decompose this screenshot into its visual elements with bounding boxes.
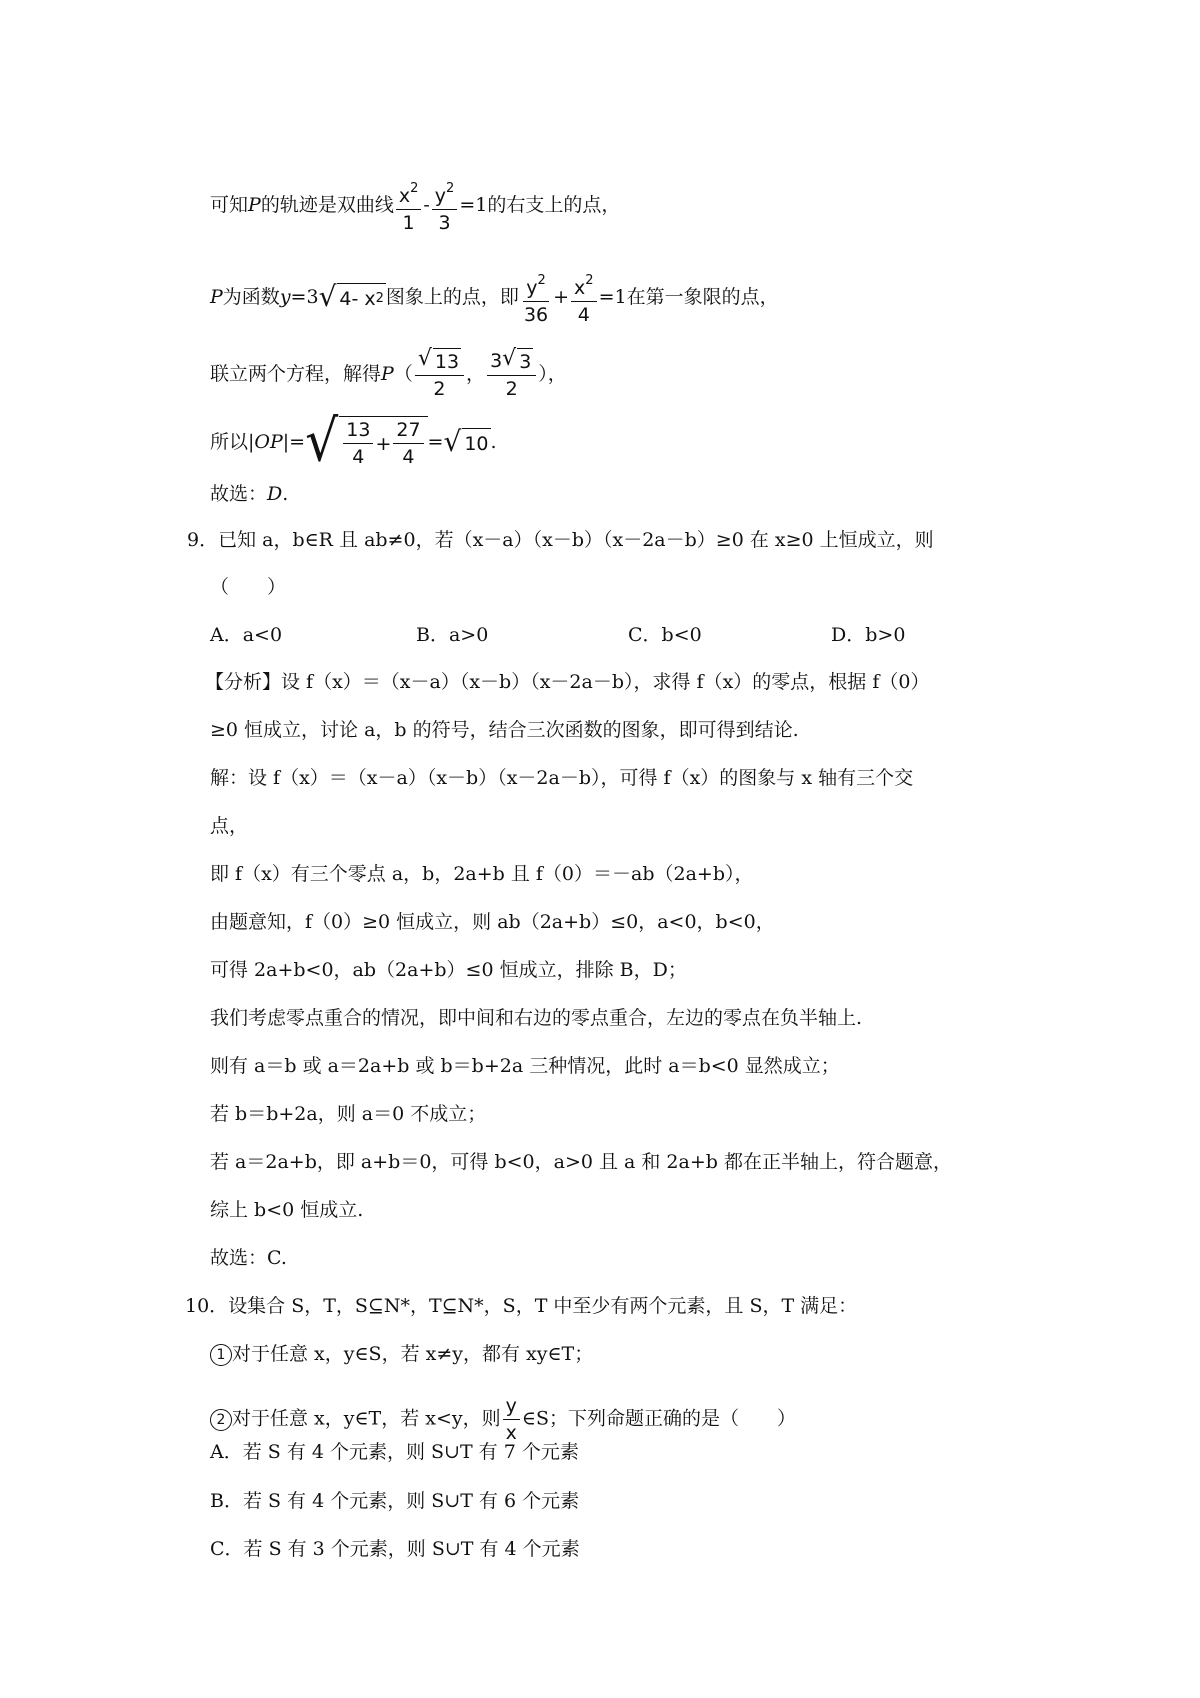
q10-option-b: B．若 S 有 4 个元素，则 S∪T 有 6 个元素 [210, 1490, 580, 1512]
q9-paren: （ ） [210, 576, 287, 598]
q9-line: 若 b＝b+2a，则 a＝0 不成立； [210, 1103, 487, 1125]
q9-line: 我们考虑零点重合的情况，即中间和右边的零点重合，左边的零点在负半轴上. [210, 1007, 863, 1029]
q9-stem: 9．已知 a，b∈R 且 ab≠0，若（x－a）（x－b）（x－2a－b）≥0 在 x≥0 上恒成立，则 [187, 529, 934, 551]
fraction: √ 13 2 [415, 348, 464, 402]
fraction: $\frac{x^2}{4}$ [571, 268, 597, 328]
circled-number: 2 [210, 1409, 232, 1431]
q9-option-c: C．b<0 [628, 624, 702, 646]
q9-line: 点， [210, 815, 249, 837]
q10-condition-1: 1 对于任意 x，y∈S，若 x≠y，都有 xy∈T； [210, 1339, 593, 1369]
q9-line: 若 a＝2a+b，即 a+b＝0，可得 b<0，a>0 且 a 和 2a+b 都在正半轴上，符合题意， [210, 1151, 952, 1173]
q9-line: 由题意知，f（0）≥0 恒成立，则 ab（2a+b）≤0，a<0，b<0， [210, 911, 775, 933]
solve-line: 联立两个方程，解得P（ √ 13 2 ， 3 √ 3 2 ）， [210, 346, 567, 400]
circled-number: 1 [210, 1344, 232, 1366]
q9-line: 解：设 f（x）＝（x－a）（x－b）（x－2a－b），可得 f（x）的图象与 x 轴有三个交 [210, 767, 914, 789]
q9-line: 可得 2a+b<0，ab（2a+b）≤0 恒成立，排除 B，D； [210, 959, 687, 981]
q9-line: 故选：C. [210, 1247, 287, 1269]
fraction: $\frac{x^2}{1}$ [396, 176, 422, 236]
radical: √ $\frac{13}{4}$ + $\frac{27}{4}$ [305, 416, 427, 470]
fraction: 3 √ 3 2 [487, 348, 536, 402]
q9-line: 即 f（x）有三个零点 a，b，2a+b 且 f（0）＝－ab（2a+b）， [210, 863, 754, 885]
var-p: P [248, 194, 261, 216]
op-line: 所以|OP|= √ $\frac{13}{4}$ + $\frac{27}{4}$ = √ 10 . [210, 408, 497, 475]
q9-option-b: B．a>0 [416, 624, 489, 646]
q10-option-c: C．若 S 有 3 个元素，则 S∪T 有 4 个元素 [210, 1538, 580, 1560]
text: 可知 [210, 194, 249, 216]
radical: √ 4- x 2 [318, 279, 384, 313]
answer-line: 故选：D. [210, 483, 289, 505]
q9-option-a: A．a<0 [210, 624, 283, 646]
fraction: $\frac{y}{x}$ [503, 1393, 520, 1446]
q10-stem: 10．设集合 S，T，S⊆N*，T⊆N*，S，T 中至少有两个元素，且 S，T 满足： [185, 1295, 858, 1317]
function-line: P为函数y=3 √ 4- x 2 图象上的点，即 $\frac{y^2}{36}$ + $\frac{x^2}{4}$ =1在第一象限的点， [210, 268, 779, 328]
q9-line: 【分析】设 f（x）＝（x－a）（x－b）（x－2a－b），求得 f（x）的零点，根据 f（0） [205, 671, 930, 693]
hyperbola-line: 可知P的轨迹是双曲线 $\frac{x^2}{1}$ - $\frac{y^2}{3}$ =1的右支上的点， [210, 176, 620, 236]
q10-condition-2: 2 对于任意 x，y∈T，若 x<y，则 $\frac{y}{x}$ ∈S；下列命题正确的是（ ） [210, 1393, 796, 1446]
q9-option-d: D．b>0 [831, 624, 906, 646]
fraction: $\frac{y^2}{36}$ [521, 268, 551, 328]
q9-line: 则有 a＝b 或 a＝2a+b 或 b＝b+2a 三种情况，此时 a＝b<0 显然成立； [210, 1055, 840, 1077]
q10-option-a: A．若 S 有 4 个元素，则 S∪T 有 7 个元素 [210, 1441, 579, 1463]
fraction: $\frac{y^2}{3}$ [432, 176, 458, 236]
q9-line: ≥0 恒成立，讨论 a，b 的符号，结合三次函数的图象，即可得到结论. [210, 719, 799, 741]
q9-line: 综上 b<0 恒成立. [210, 1199, 364, 1221]
text: 的轨迹是双曲线 [260, 194, 394, 216]
